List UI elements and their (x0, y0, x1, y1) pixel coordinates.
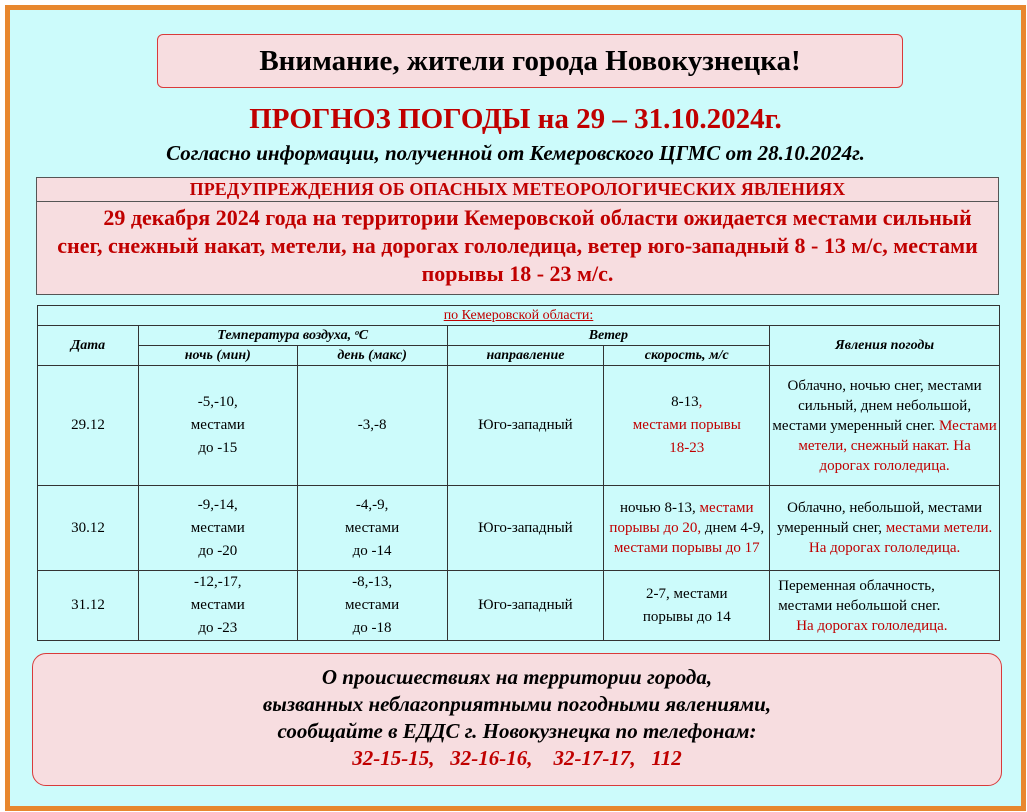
cell-speed: ночью 8-13, местами порывы до 20, днем 4-9, местами порывы до 17 (604, 486, 770, 571)
cell-day: -4,-9, местами до -14 (297, 486, 447, 571)
warning-title: ПРЕДУПРЕЖДЕНИЯ ОБ ОПАСНЫХ МЕТЕОРОЛОГИЧЕСКИХ ЯВЛЕНИЯХ (37, 178, 998, 202)
footer-phones: 32-15-15, 32-16-16, 32-17-17, 112 (352, 746, 682, 770)
warning-text-body: 29 декабря 2024 года на территории Кемеровской области ожидается местами сильный снег, снежный накат, метели, на дорогах гололедица, ветер юго-западный 8 - 13 м/с, местами порывы 18 - 23 м/с. (57, 205, 978, 286)
cell-night: -9,-14, местами до -20 (138, 486, 297, 571)
cell-day: -3,-8 (297, 366, 447, 486)
source-line: Согласно информации, полученной от Кемеровского ЦГМС от 28.10.2024г. (166, 141, 865, 165)
header-phenomena: Явления погоды (770, 326, 1000, 366)
header-wind: Ветер (447, 326, 770, 346)
cell-direction: Юго-западный (447, 486, 604, 571)
cell-date: 30.12 (38, 486, 139, 571)
cell-speed: 8-13, местами порывы 18-23 (604, 366, 770, 486)
cell-direction: Юго-западный (447, 366, 604, 486)
footer-line-2: вызванных неблагоприятными погодными явлениями, (262, 692, 772, 716)
forecast-table (37, 305, 1000, 641)
cell-night: -5,-10, местами до -15 (138, 366, 297, 486)
footer-box (32, 653, 1002, 786)
cell-night: -12,-17, местами до -23 (138, 571, 297, 641)
cell-date: 29.12 (38, 366, 139, 486)
warning-block (36, 177, 999, 295)
header-date: Дата (38, 326, 139, 366)
table-row (38, 571, 1000, 641)
cell-direction: Юго-западный (447, 571, 604, 641)
header-temp: Температура воздуха, ᵒС (138, 326, 447, 346)
header-night: ночь (мин) (138, 346, 297, 366)
cell-speed: 2-7, местами порывы до 14 (604, 571, 770, 641)
table-row (38, 366, 1000, 486)
warning-text (37, 202, 998, 294)
cell-phenomena: Переменная облачность, местами небольшой снег. На дорогах гололедица. (770, 571, 1000, 641)
attention-header-text: Внимание, жители города Новокузнецка! (259, 44, 801, 77)
cell-date: 31.12 (38, 571, 139, 641)
cell-phenomena: Облачно, ночью снег, местами сильный, днем небольшой, местами умеренный снег. Местами метели, снежный накат. На дорогах гололедица. (770, 366, 1000, 486)
attention-header (157, 34, 903, 88)
table-row (38, 486, 1000, 571)
header-day: день (макс) (297, 346, 447, 366)
header-direction: направление (447, 346, 604, 366)
region-label: по Кемеровской области: (38, 306, 1000, 326)
poster-frame (5, 5, 1026, 811)
footer-line-1: О происшествиях на территории города, (321, 665, 713, 689)
cell-phenomena: Облачно, небольшой, местами умеренный снег, местами метели. На дорогах гололедица. (770, 486, 1000, 571)
footer-line-3: сообщайте в ЕДДС г. Новокузнецка по телефонам: (277, 719, 757, 743)
forecast-title: ПРОГНОЗ ПОГОДЫ на 29 – 31.10.2024г. (249, 103, 782, 135)
header-speed: скорость, м/с (604, 346, 770, 366)
cell-day: -8,-13, местами до -18 (297, 571, 447, 641)
